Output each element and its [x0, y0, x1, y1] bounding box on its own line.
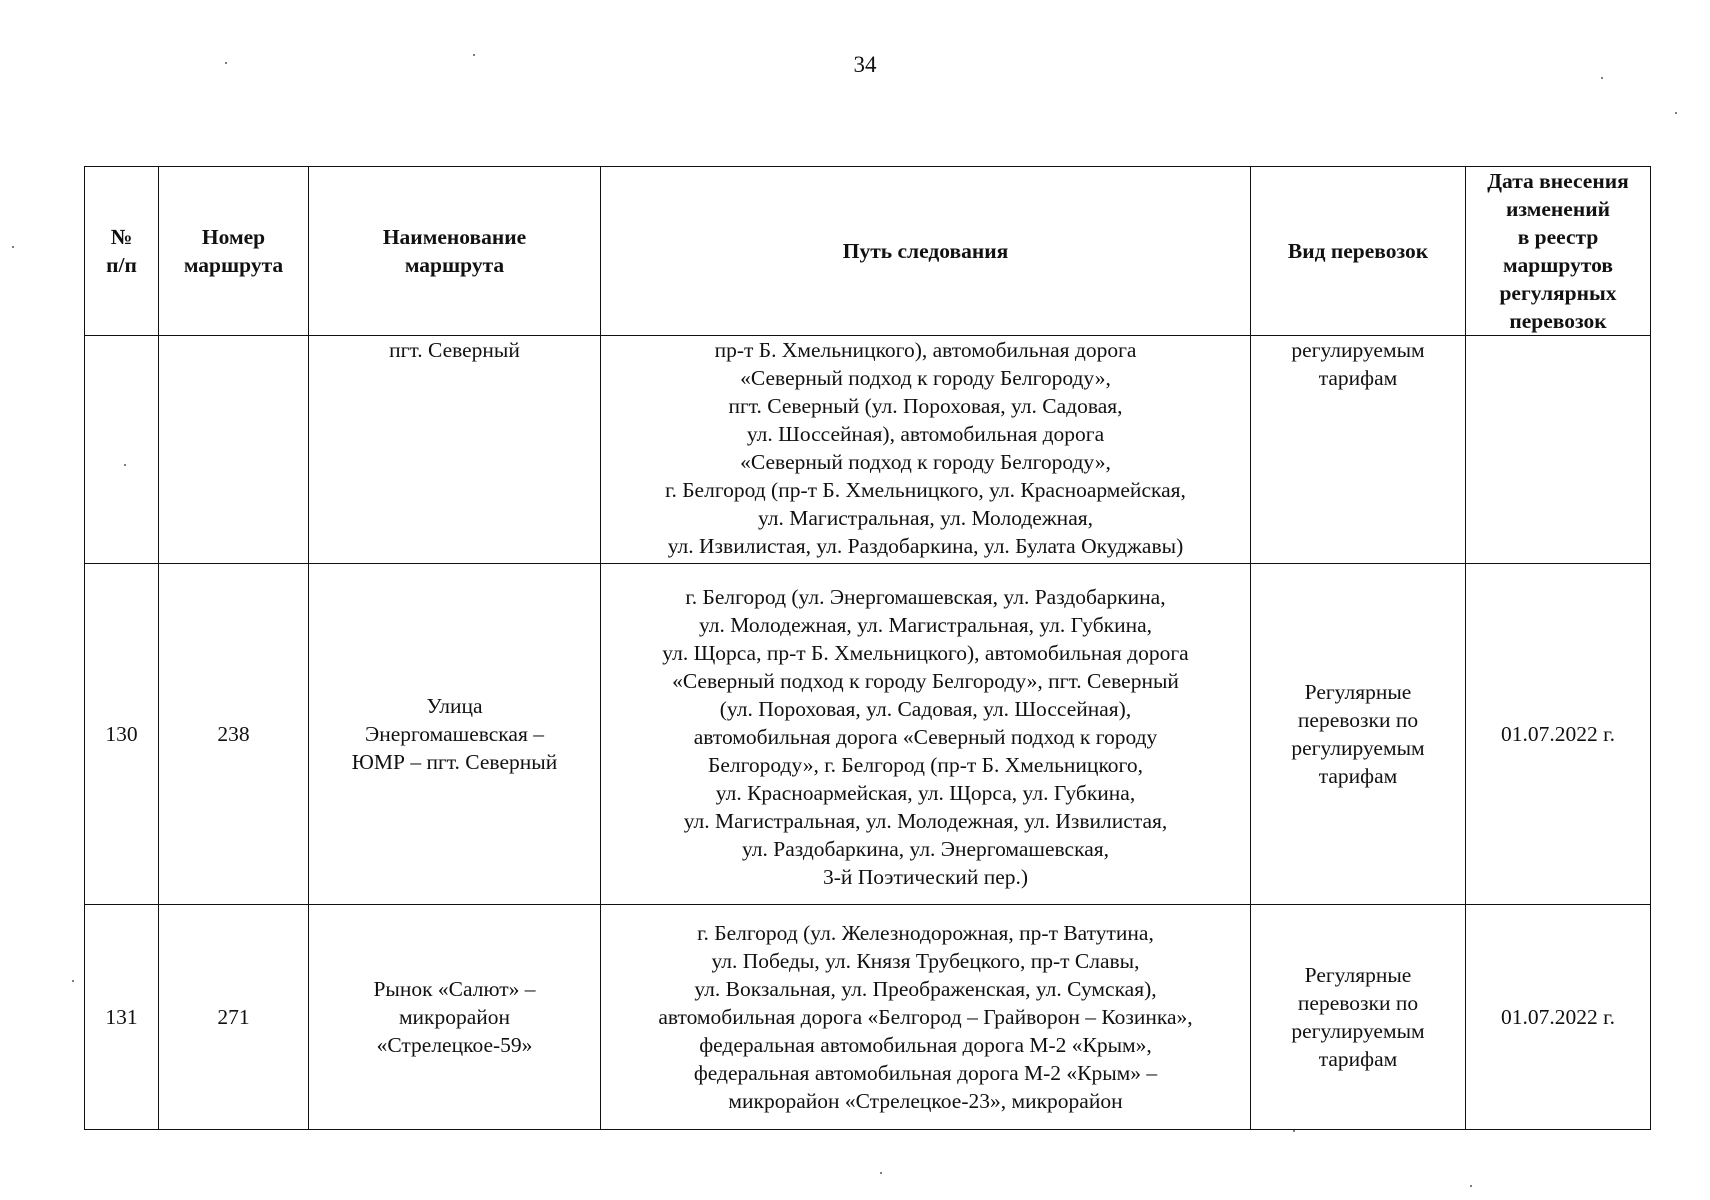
header-change-date: Дата внесения изменений в реестр маршрутов регулярных перевозок: [1466, 167, 1651, 336]
cell-route-name: Рынок «Салют» – микрорайон «Стрелецкое-59»: [309, 905, 601, 1130]
cell-path: пр-т Б. Хмельницкого), автомобильная дорога «Северный подход к городу Белгороду», пгт. Северный (ул. Пороховая, ул. Садовая, ул. Шоссейная), автомобильная дорога «Северный подход к городу Белгороду», г. Белгород (пр-т Б. Хмельницкого, ул. Красноармейская, ул. Магистральная, ул. Молодежная, ул. Извилистая, ул. Раздобаркина, ул. Булата Окуджавы): [601, 336, 1251, 564]
cell-route-number: 271: [159, 905, 309, 1130]
table-row: [85, 905, 1651, 1130]
table-row: [85, 564, 1651, 905]
scan-speck: [124, 464, 126, 466]
cell-path: г. Белгород (ул. Железнодорожная, пр-т Ватутина, ул. Победы, ул. Князя Трубецкого, пр-т Славы, ул. Вокзальная, ул. Преображенская, ул. Сумская), автомобильная дорога «Белгород – Грайворон – Козинка», федеральная автомобильная дорога М-2 «Крым», федеральная автомобильная дорога М-2 «Крым» – микрорайон «Стрелецкое-23», микрорайон: [601, 905, 1251, 1130]
scan-speck: [1675, 112, 1677, 114]
cell-change-date: [1466, 336, 1651, 564]
scan-speck: [1470, 1185, 1472, 1187]
cell-route-number: 238: [159, 564, 309, 905]
cell-path: г. Белгород (ул. Энергомашевская, ул. Раздобаркина, ул. Молодежная, ул. Магистральная, ул. Губкина, ул. Щорса, пр-т Б. Хмельницкого), автомобильная дорога «Северный подход к городу Белгороду», пгт. Северный (ул. Пороховая, ул. Садовая, ул. Шоссейная), автомобильная дорога «Северный подход к городу Белгороду», г. Белгород (пр-т Б. Хмельницкого, ул. Красноармейская, ул. Щорса, ул. Губкина, ул. Магистральная, ул. Молодежная, ул. Извилистая, ул. Раздобаркина, ул. Энергомашевская, 3-й Поэтический пер.): [601, 564, 1251, 905]
header-route-number: Номер маршрута: [159, 167, 309, 336]
table-row: [85, 336, 1651, 564]
scan-speck: [473, 54, 475, 56]
cell-transport-type: Регулярные перевозки по регулируемым тарифам: [1251, 905, 1466, 1130]
page-number: 34: [853, 52, 877, 77]
header-num: № п/п: [85, 167, 159, 336]
cell-num: [85, 336, 159, 564]
cell-route-number: [159, 336, 309, 564]
header-route-name: Наименование маршрута: [309, 167, 601, 336]
scan-speck: [1293, 1130, 1295, 1132]
cell-change-date: 01.07.2022 г.: [1466, 905, 1651, 1130]
cell-num: 130: [85, 564, 159, 905]
scan-speck: [880, 1172, 882, 1174]
routes-table: [84, 166, 1651, 1130]
cell-transport-type: регулируемым тарифам: [1251, 336, 1466, 564]
cell-route-name: пгт. Северный: [309, 336, 601, 564]
scan-speck: [72, 980, 74, 982]
cell-num: 131: [85, 905, 159, 1130]
scan-speck: [12, 246, 14, 248]
cell-transport-type: Регулярные перевозки по регулируемым тарифам: [1251, 564, 1466, 905]
cell-change-date: 01.07.2022 г.: [1466, 564, 1651, 905]
scan-speck: [1601, 77, 1603, 79]
header-path: Путь следования: [601, 167, 1251, 336]
scan-speck: [225, 62, 227, 64]
header-transport-type: Вид перевозок: [1251, 167, 1466, 336]
cell-route-name: Улица Энергомашевская – ЮМР – пгт. Северный: [309, 564, 601, 905]
table-header-row: [85, 167, 1651, 336]
